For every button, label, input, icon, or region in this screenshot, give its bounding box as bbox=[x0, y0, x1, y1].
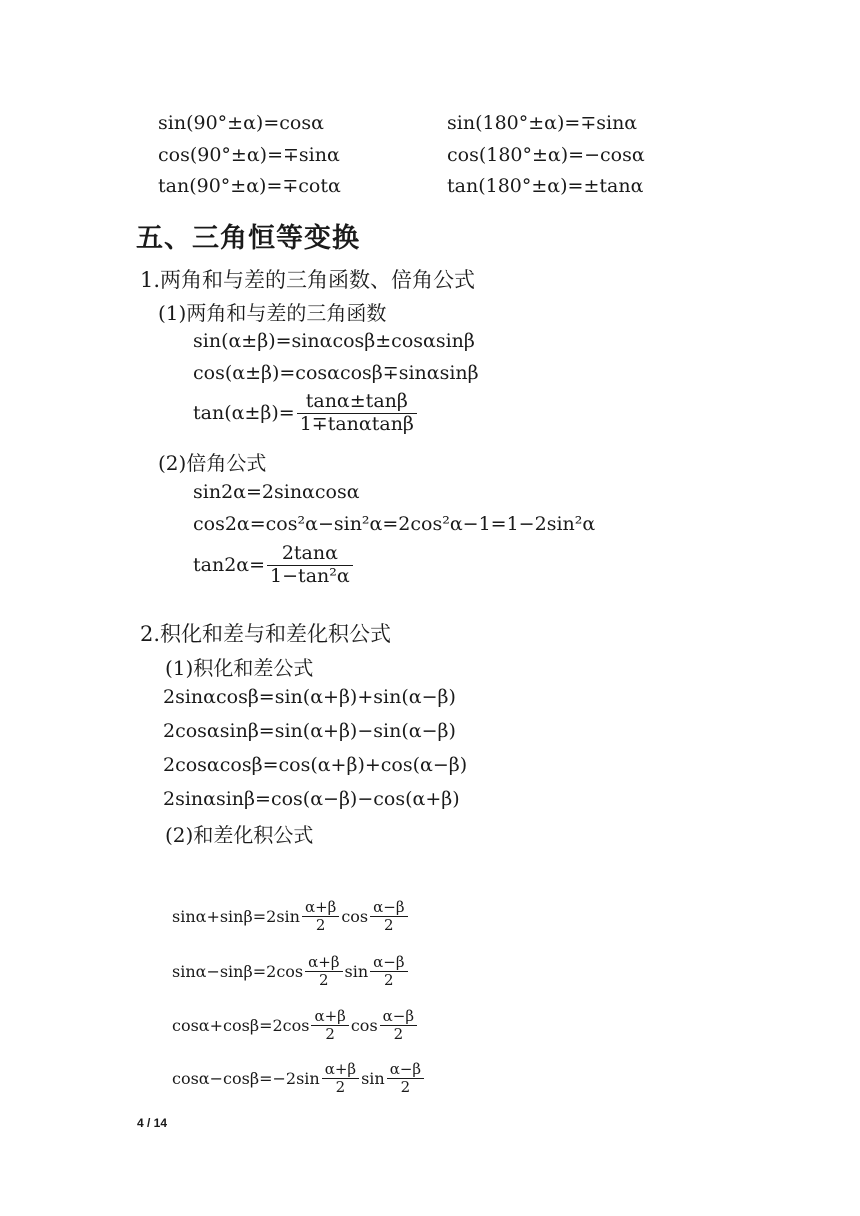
formula-cos-double: cos2α=cos²α−sin²α=2cos²α−1=1−2sin²α bbox=[193, 513, 596, 535]
s2p-fraction bbox=[322, 1061, 359, 1097]
tan-sum-fraction bbox=[297, 391, 417, 436]
s2p-denominator: 2 bbox=[325, 1025, 335, 1044]
s2p-denominator: 2 bbox=[319, 971, 329, 990]
s2p-numerator: α−β bbox=[370, 899, 407, 917]
s2p-numerator: α+β bbox=[311, 1008, 348, 1026]
formula-s2p-3 bbox=[172, 1008, 419, 1044]
tan-double-lhs: tan2α= bbox=[193, 554, 266, 577]
s2p-numerator: α−β bbox=[387, 1061, 424, 1079]
formula-sin-double: sin2α=2sinαcosα bbox=[193, 481, 360, 503]
s2p-mid: cos bbox=[341, 907, 369, 927]
formula-sin-90: sin(90°±α)=cosα bbox=[158, 112, 324, 134]
s2p-numerator: α+β bbox=[305, 954, 342, 972]
s2p-denominator: 2 bbox=[384, 916, 394, 935]
s2p-fraction bbox=[370, 954, 407, 990]
formula-p2s-1: 2sinαcosβ=sin(α+β)+sin(α−β) bbox=[163, 686, 456, 708]
s2p-numerator: α−β bbox=[370, 954, 407, 972]
tan-sum-denominator: 1∓tanαtanβ bbox=[299, 412, 414, 435]
s2p-lhs: cosα−cosβ=−2sin bbox=[172, 1069, 320, 1089]
part2-heading: 2.积化和差与和差化积公式 bbox=[140, 622, 392, 646]
formula-s2p-4 bbox=[172, 1061, 426, 1097]
s2p-denominator: 2 bbox=[400, 1078, 411, 1097]
s2p-mid: sin bbox=[344, 962, 369, 982]
formula-tan-180: tan(180°±α)=±tanα bbox=[447, 175, 644, 197]
formula-cos-180: cos(180°±α)=−cosα bbox=[447, 144, 645, 166]
tan-double-fraction bbox=[267, 543, 353, 588]
formula-cos-sum: cos(α±β)=cosαcosβ∓sinαsinβ bbox=[193, 362, 479, 384]
part2-sub2-heading: (2)和差化积公式 bbox=[165, 823, 314, 847]
s2p-numerator: α+β bbox=[322, 1061, 359, 1079]
formula-sin-sum: sin(α±β)=sinαcosβ±cosαsinβ bbox=[193, 330, 475, 352]
formula-s2p-2 bbox=[172, 954, 410, 990]
s2p-mid: sin bbox=[361, 1069, 385, 1089]
formula-tan-90: tan(90°±α)=∓cotα bbox=[158, 175, 341, 197]
tan-double-numerator: 2tanα bbox=[267, 543, 353, 566]
s2p-fraction bbox=[387, 1061, 424, 1097]
s2p-denominator: 2 bbox=[335, 1078, 346, 1097]
s2p-denominator: 2 bbox=[315, 916, 326, 935]
formula-p2s-4: 2sinαsinβ=cos(α−β)−cos(α+β) bbox=[163, 788, 460, 810]
part1-sub2-heading: (2)倍角公式 bbox=[158, 451, 267, 475]
s2p-numerator: α+β bbox=[302, 899, 339, 917]
s2p-lhs: sinα+sinβ=2sin bbox=[172, 907, 300, 927]
tan-sum-numerator: tanα±tanβ bbox=[297, 391, 417, 414]
s2p-denominator: 2 bbox=[393, 1025, 404, 1044]
s2p-fraction bbox=[311, 1008, 348, 1044]
formula-s2p-1 bbox=[172, 899, 410, 935]
s2p-mid: cos bbox=[350, 1016, 378, 1036]
formula-tan-sum bbox=[193, 391, 419, 436]
tan-sum-lhs: tan(α±β)= bbox=[193, 402, 295, 425]
section-heading: 五、三角恒等变换 bbox=[136, 223, 360, 254]
formula-tan-double bbox=[193, 543, 355, 588]
s2p-denominator: 2 bbox=[384, 971, 394, 990]
part1-sub1-heading: (1)两角和与差的三角函数 bbox=[158, 301, 387, 325]
s2p-lhs: cosα+cosβ=2cos bbox=[172, 1016, 310, 1036]
formula-cos-90: cos(90°±α)=∓sinα bbox=[158, 144, 340, 166]
s2p-fraction bbox=[370, 899, 407, 935]
page-number: 4 / 14 bbox=[137, 1116, 168, 1130]
s2p-fraction bbox=[305, 954, 342, 990]
tan-double-denominator: 1−tan²α bbox=[270, 564, 350, 587]
part2-sub1-heading: (1)积化和差公式 bbox=[165, 656, 314, 680]
s2p-fraction bbox=[380, 1008, 417, 1044]
formula-p2s-2: 2cosαsinβ=sin(α+β)−sin(α−β) bbox=[163, 720, 456, 742]
s2p-numerator: α−β bbox=[380, 1008, 417, 1026]
s2p-fraction bbox=[302, 899, 339, 935]
part1-heading: 1.两角和与差的三角函数、倍角公式 bbox=[140, 268, 476, 292]
formula-sin-180: sin(180°±α)=∓sinα bbox=[447, 112, 638, 134]
s2p-lhs: sinα−sinβ=2cos bbox=[172, 962, 304, 982]
formula-p2s-3: 2cosαcosβ=cos(α+β)+cos(α−β) bbox=[163, 754, 468, 776]
